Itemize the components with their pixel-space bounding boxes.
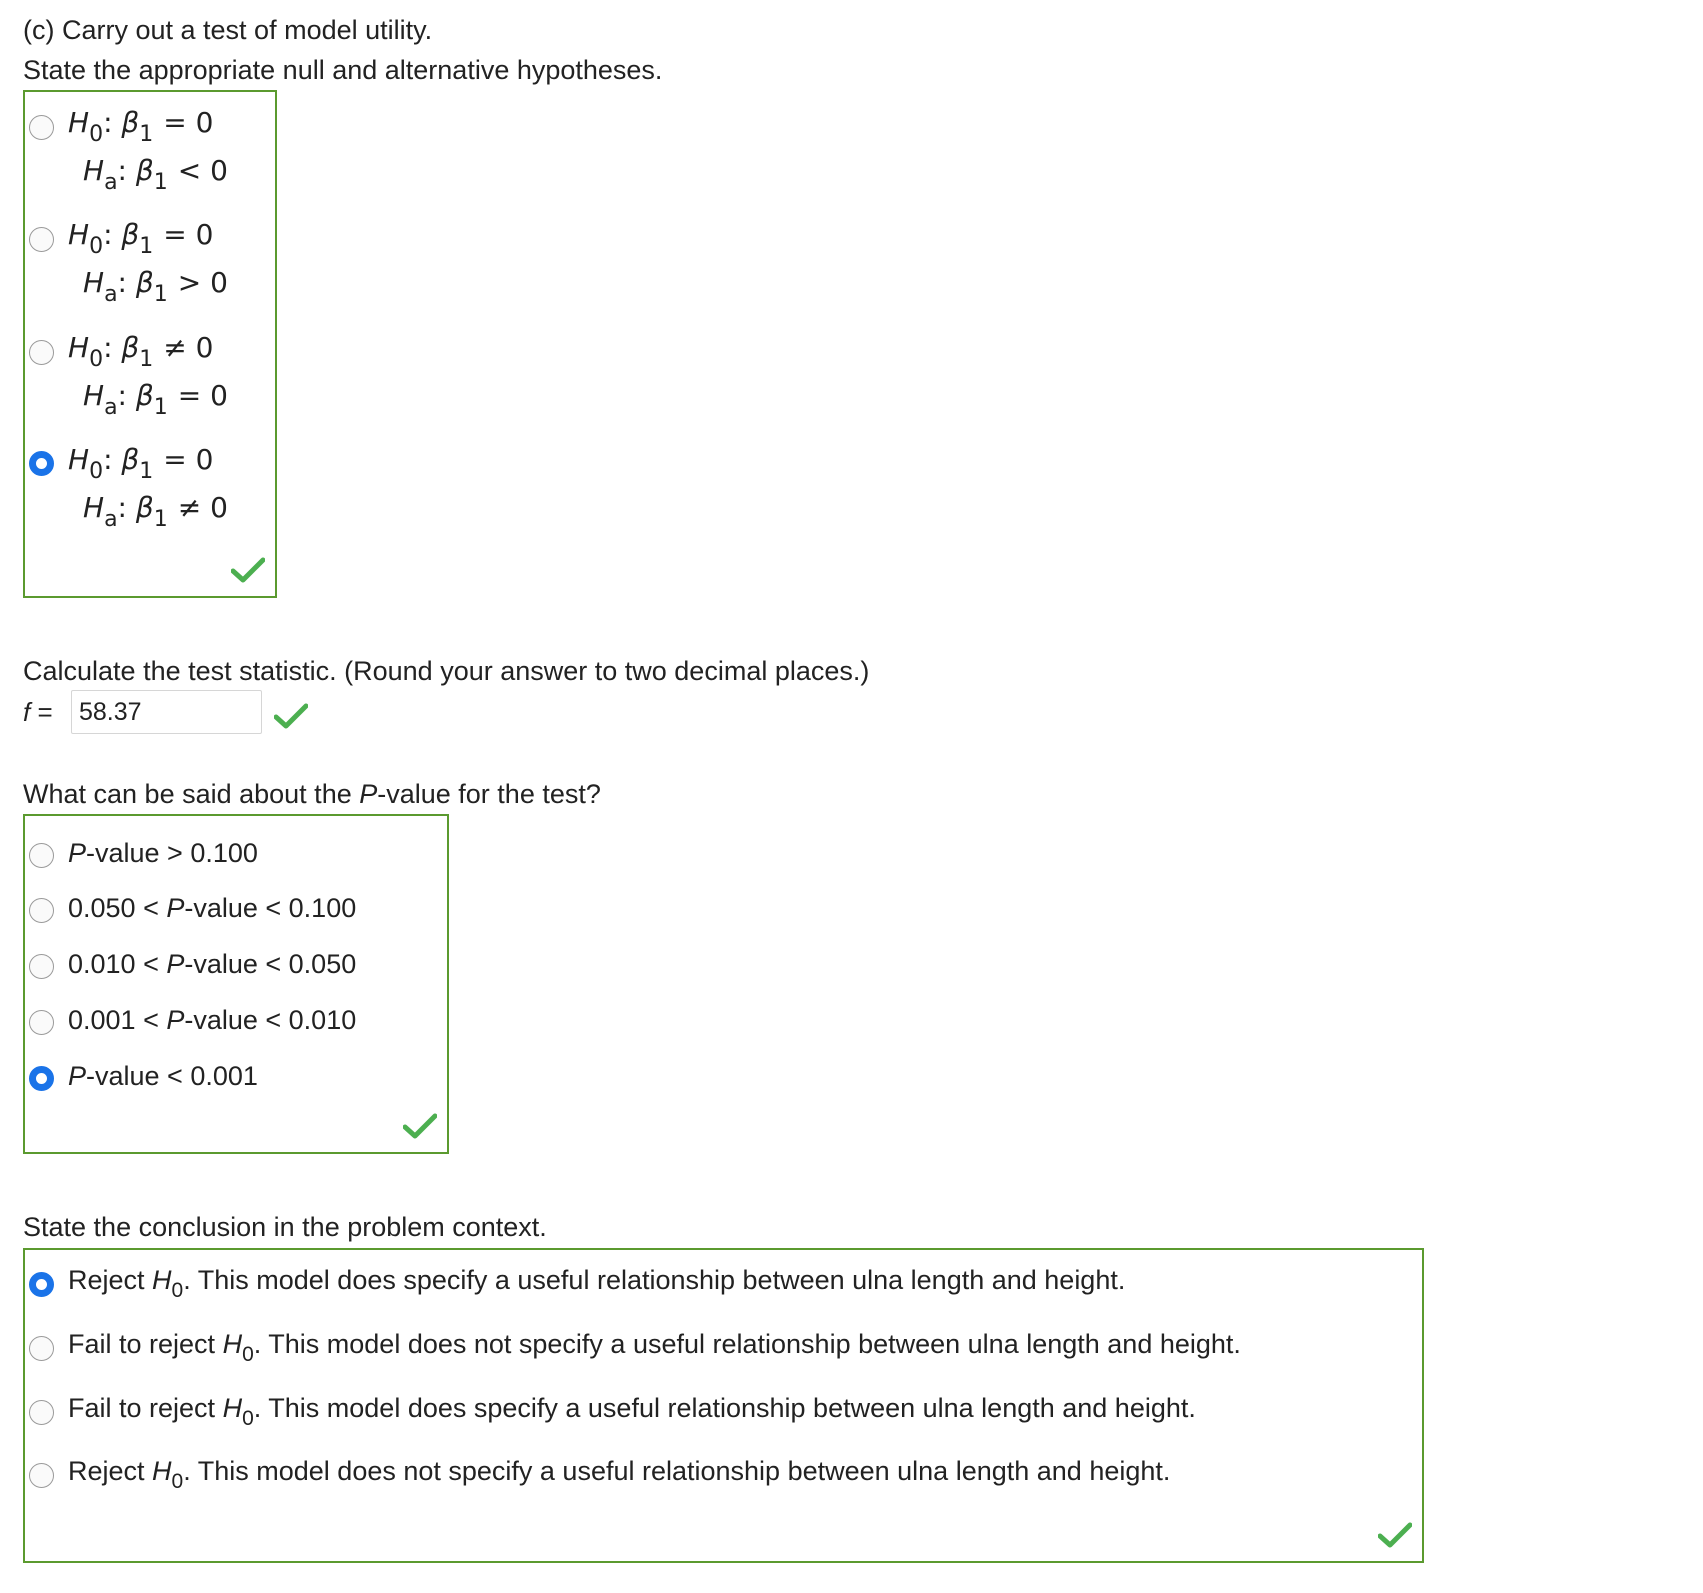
alternative-hypothesis-option-2: $H_a$: $\beta_1 > 0$ xyxy=(83,266,228,307)
hypothesis-option-3-radio[interactable] xyxy=(29,340,54,365)
conclusion-option-3-label[interactable]: Fail to reject $H_0$. This model does specify a useful relationship between ulna length and height. xyxy=(68,1393,1196,1430)
null-hypothesis-option-4: $H_0$: $\beta_1 = 0$ xyxy=(68,443,214,484)
conclusion-option-3-radio[interactable] xyxy=(29,1400,54,1425)
p-value-option-5-label[interactable]: P-value < 0.001 xyxy=(68,1061,258,1091)
checkmark-icon xyxy=(403,1113,437,1139)
conclusion-option-2-label[interactable]: Fail to reject $H_0$. This model does not specify a useful relationship between ulna length and height. xyxy=(68,1329,1241,1366)
null-hypothesis-option-1: $H_0$: $\beta_1 = 0$ xyxy=(68,106,214,147)
p-value-prompt: What can be said about the P-value for the test? xyxy=(23,779,601,809)
checkmark-icon xyxy=(274,703,308,729)
p-value-option-1-label[interactable]: P-value > 0.100 xyxy=(68,838,258,868)
checkmark-icon xyxy=(231,557,265,583)
p-value-option-4-radio[interactable] xyxy=(29,1010,54,1035)
hypothesis-option-4-radio[interactable] xyxy=(29,451,54,476)
f-statistic-input[interactable]: 58.37 xyxy=(71,690,262,734)
p-value-option-2-radio[interactable] xyxy=(29,898,54,923)
p-value-option-2-label[interactable]: 0.050 < P-value < 0.100 xyxy=(68,893,357,923)
checkmark-icon xyxy=(1378,1522,1412,1548)
hypothesis-option-2-radio[interactable] xyxy=(29,227,54,252)
f-statistic-label: f = xyxy=(23,697,53,727)
null-hypothesis-option-3: $H_0$: $\beta_1 \ne 0$ xyxy=(68,331,214,372)
question-title: (c) Carry out a test of model utility. xyxy=(23,15,433,45)
p-value-option-1-radio[interactable] xyxy=(29,843,54,868)
conclusion-option-2-radio[interactable] xyxy=(29,1336,54,1361)
hypothesis-option-1-radio[interactable] xyxy=(29,115,54,140)
test-statistic-prompt: Calculate the test statistic. (Round your answer to two decimal places.) xyxy=(23,656,870,686)
conclusion-option-1-radio[interactable] xyxy=(29,1272,54,1297)
conclusion-prompt: State the conclusion in the problem context. xyxy=(23,1212,547,1242)
p-value-option-3-label[interactable]: 0.010 < P-value < 0.050 xyxy=(68,949,357,979)
hypotheses-prompt: State the appropriate null and alternative hypotheses. xyxy=(23,55,663,85)
conclusion-option-4-radio[interactable] xyxy=(29,1463,54,1488)
p-value-option-5-radio[interactable] xyxy=(29,1066,54,1091)
conclusion-option-4-label[interactable]: Reject $H_0$. This model does not specify a useful relationship between ulna length and height. xyxy=(68,1456,1171,1493)
p-value-option-4-label[interactable]: 0.001 < P-value < 0.010 xyxy=(68,1005,357,1035)
alternative-hypothesis-option-4: $H_a$: $\beta_1 \ne 0$ xyxy=(83,491,228,532)
conclusion-option-1-label[interactable]: Reject $H_0$. This model does specify a useful relationship between ulna length and height. xyxy=(68,1265,1126,1302)
null-hypothesis-option-2: $H_0$: $\beta_1 = 0$ xyxy=(68,218,214,259)
alternative-hypothesis-option-1: $H_a$: $\beta_1 < 0$ xyxy=(83,154,228,195)
p-value-option-3-radio[interactable] xyxy=(29,954,54,979)
alternative-hypothesis-option-3: $H_a$: $\beta_1 = 0$ xyxy=(83,379,228,420)
